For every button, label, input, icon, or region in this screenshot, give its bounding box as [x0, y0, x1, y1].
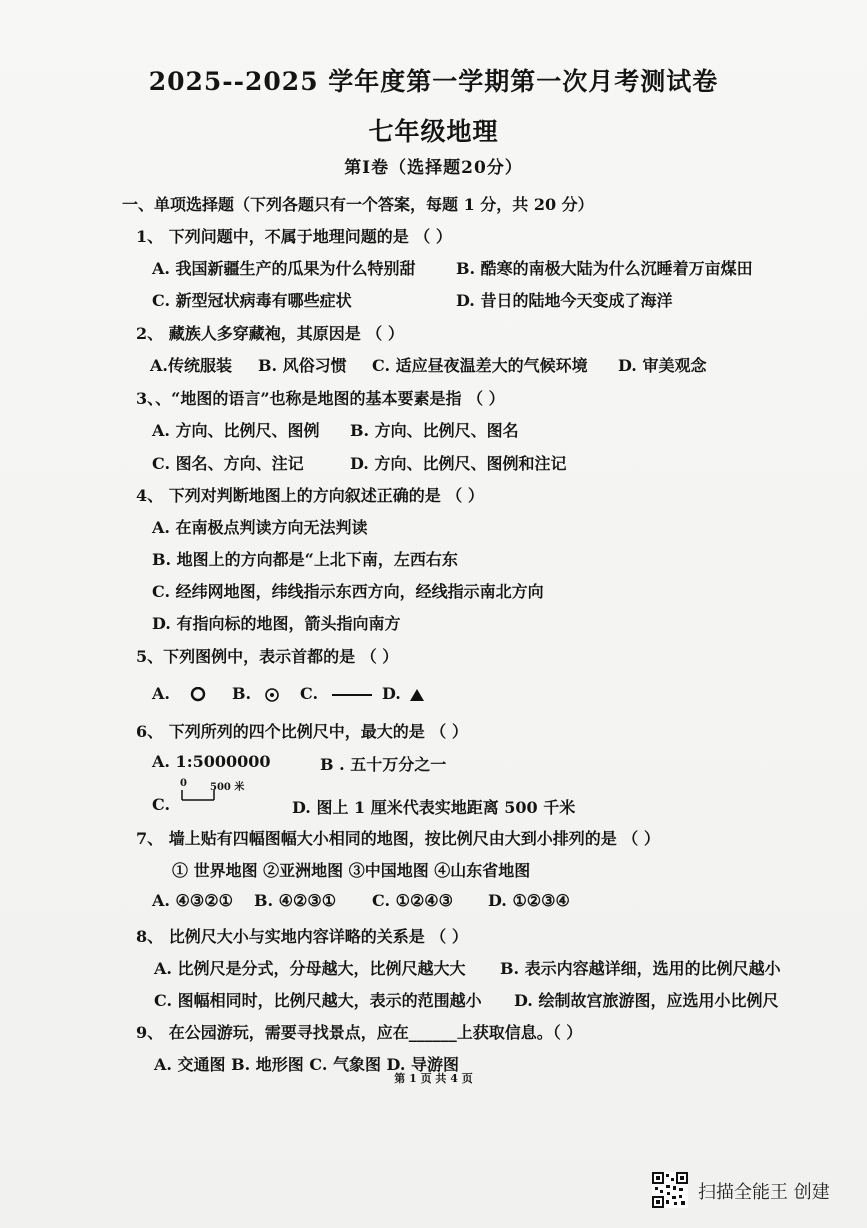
question-4-option-c: C. 经纬网地图，纬线指示东西方向，经线指示南北方向: [152, 582, 544, 601]
question-3-option-c: C. 图名、方向、注记: [152, 454, 304, 473]
question-6-option-a: A. 1:5000000: [152, 752, 271, 771]
question-7-option-a: A. ④③②①: [152, 891, 233, 910]
circle-symbol-icon: [188, 687, 210, 703]
question-7-stem: 7、 墙上贴有四幅图幅大小相同的地图，按比例尺由大到小排列的是 （ ）: [136, 829, 660, 848]
question-1-stem: 1、 下列问题中，不属于地理问题的是 （ ）: [136, 227, 452, 246]
question-9-options: A. 交通图 B. 地形图 C. 气象图 D. 导游图: [154, 1055, 459, 1074]
scanner-watermark: 扫描全能王 创建: [698, 1182, 830, 1203]
exam-subject: 七年级地理: [368, 117, 499, 146]
option-c-label: C.: [300, 684, 319, 703]
triangle-symbol-icon: [408, 687, 426, 703]
question-8-option-c: C. 图幅相同时，比例尺越大，表示的范围越小: [154, 991, 482, 1010]
question-4-option-a: A. 在南极点判读方向无法判读: [152, 518, 368, 537]
question-7-items: ① 世界地图 ②亚洲地图 ③中国地图 ④山东省地图: [172, 861, 531, 880]
question-6-option-d: D. 图上 1 厘米代表实地距离 500 千米: [292, 798, 576, 817]
question-5-option-c: [300, 684, 376, 703]
question-2-option-c: C. 适应昼夜温差大的气候环境: [372, 356, 588, 375]
question-8-option-b: B. 表示内容越详细，选用的比例尺越小: [500, 959, 781, 978]
page-footer: 第 1 页 共 4 页: [394, 1072, 473, 1085]
exam-title: 2025--2025 学年度第一学期第一次月考测试卷: [148, 67, 719, 96]
question-5-option-b: [232, 684, 283, 703]
question-8-option-d: D. 绘制故宫旅游图，应选用小比例尺: [514, 991, 779, 1010]
question-8-option-a: A. 比例尺是分式，分母越大，比例尺越大大: [154, 959, 466, 978]
option-a-label: A.: [152, 684, 170, 703]
question-1-option-b: B. 酷寒的南极大陆为什么沉睡着万亩煤田: [456, 259, 753, 278]
question-6-option-b: B . 五十万分之一: [320, 755, 447, 774]
question-8-stem: 8、 比例尺大小与实地内容详略的关系是 （ ）: [136, 927, 468, 946]
question-5-option-d: [382, 684, 426, 703]
question-3-stem: 3、、“地图的语言”也称是地图的基本要素是指 （ ）: [136, 389, 505, 408]
question-2-stem: 2、 藏族人多穿藏袍，其原因是 （ ）: [136, 324, 404, 343]
question-2-option-d: D. 审美观念: [618, 356, 707, 375]
question-3-option-d: D. 方向、比例尺、图例和注记: [350, 454, 567, 473]
question-4-option-d: D. 有指向标的地图，箭头指向南方: [152, 614, 401, 633]
question-6-stem: 6、 下列所列的四个比例尺中，最大的是 （ ）: [136, 722, 468, 741]
question-3-option-a: A. 方向、比例尺、图例: [152, 421, 320, 440]
scale-bar-label: 500 米: [210, 782, 245, 793]
question-2-option-a: A.传统服装: [150, 356, 232, 375]
question-9-stem: 9、 在公园游玩，需要寻找景点，应在______上获取信息。（ ）: [136, 1023, 583, 1042]
option-b-label: B.: [232, 684, 252, 703]
question-4-option-b: B. 地图上的方向都是“上北下南，左西右东: [152, 550, 458, 569]
question-7-option-c: C. ①②④③: [372, 891, 453, 910]
question-3-option-b: B. 方向、比例尺、图名: [350, 421, 519, 440]
question-4-stem: 4、 下列对判断地图上的方向叙述正确的是 （ ）: [136, 486, 484, 505]
qr-code-icon: [652, 1172, 688, 1208]
section-heading: 一、单项选择题（下列各题只有一个答案，每题 1 分，共 20 分）: [122, 195, 594, 214]
question-1-option-c: C. 新型冠状病毒有哪些症状: [152, 291, 352, 310]
question-2-option-b: B. 风俗习惯: [258, 356, 347, 375]
question-7-option-b: B. ④②③①: [254, 891, 337, 910]
question-7-option-d: D. ①②③④: [488, 891, 570, 910]
capital-symbol-icon: [263, 687, 283, 703]
question-5-option-a: [152, 684, 210, 703]
exam-part: 第Ⅰ卷（选择题20分）: [344, 158, 523, 178]
question-5-stem: 5、下列图例中，表示首都的是 （ ）: [136, 647, 399, 666]
question-1-option-d: D. 昔日的陆地今天变成了海洋: [456, 291, 673, 310]
question-1-option-a: A. 我国新疆生产的瓜果为什么特别甜: [152, 259, 416, 278]
question-6-option-c: C.: [152, 795, 171, 814]
option-d-label: D.: [382, 684, 401, 703]
scale-bar-zero: 0: [180, 778, 187, 789]
line-symbol-icon: [330, 688, 376, 702]
